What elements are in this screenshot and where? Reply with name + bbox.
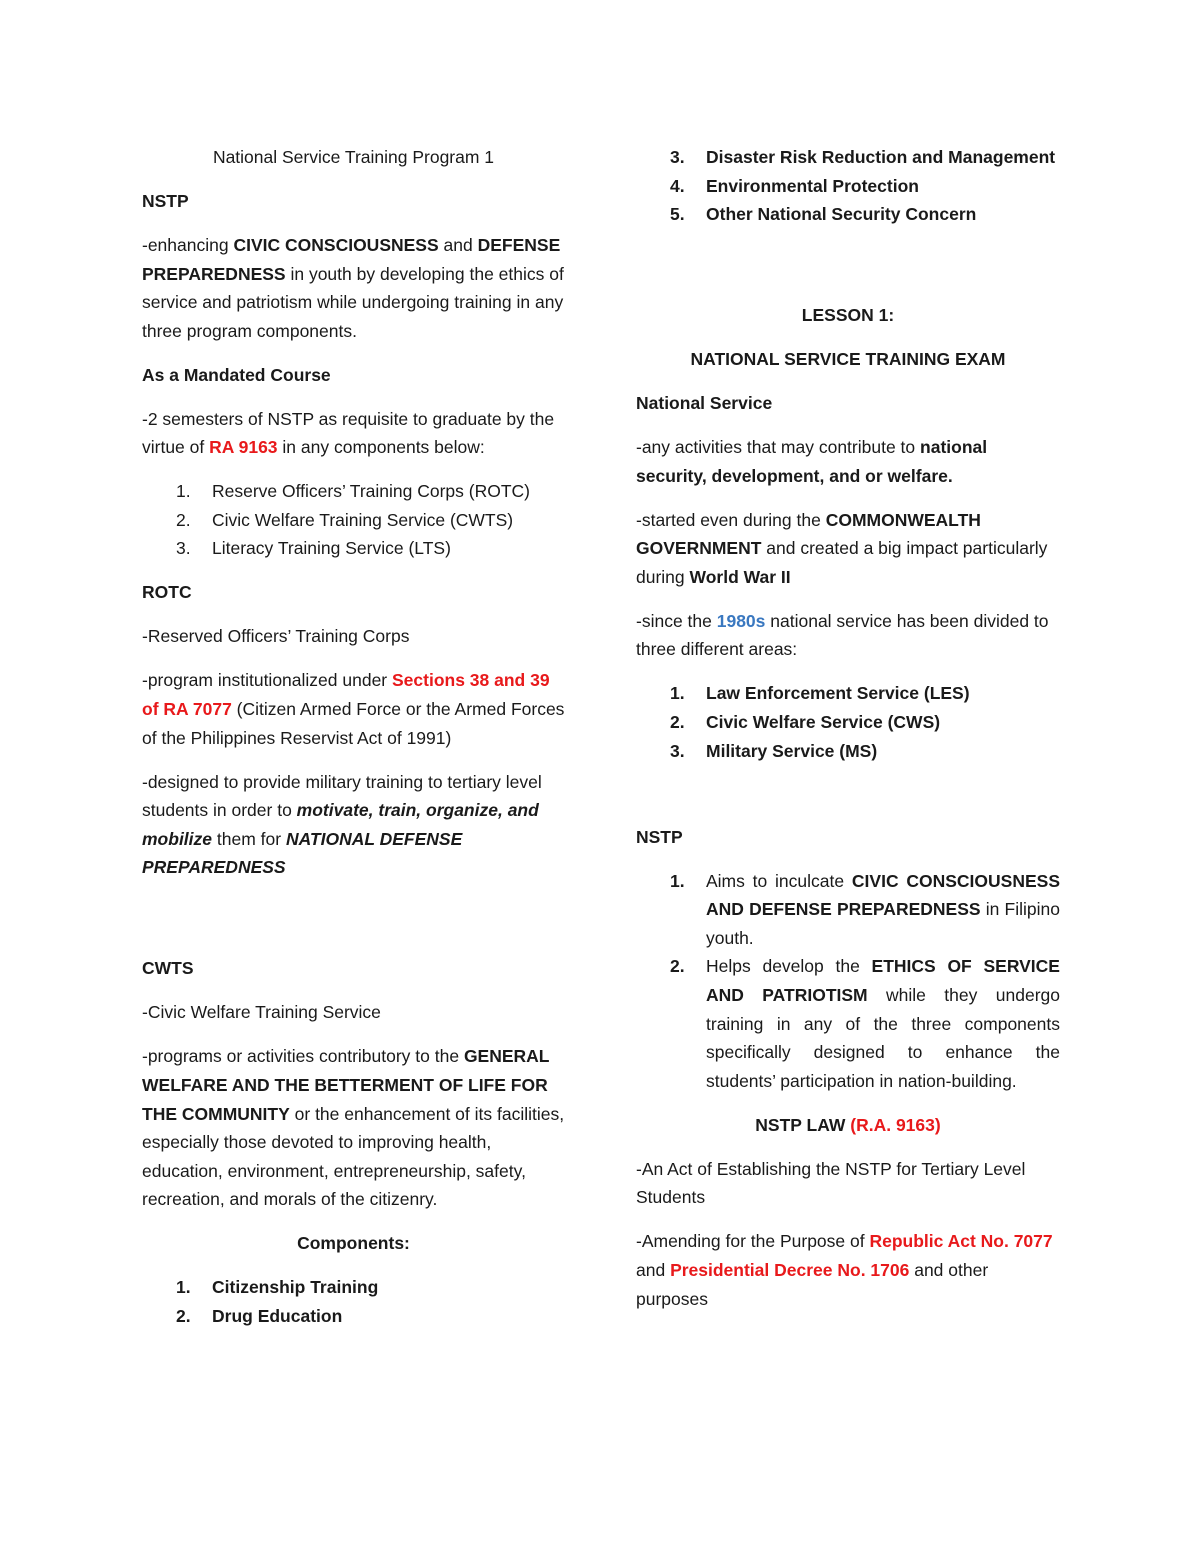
rotc-purpose: -designed to provide military training to tertiary level students in order to motivate, train, organize, and mobilize them for NATIONAL DEFENSE PREPAREDNESS: [142, 771, 542, 878]
lesson-title: NATIONAL SERVICE TRAINING EXAM: [690, 349, 1006, 370]
lesson-label: LESSON 1:: [801, 305, 895, 326]
nstp-aims-heading: NSTP: [636, 826, 683, 847]
nstp-heading: NSTP: [142, 190, 189, 211]
nstp-law-heading: NSTP LAW (R.A. 9163): [755, 1114, 941, 1135]
list-item: 1. Reserve Officers’ Training Corps (ROTC): [176, 481, 530, 502]
list-item: 2. Civic Welfare Training Service (CWTS): [176, 509, 514, 530]
list-item: 5. Other National Security Concern: [670, 204, 977, 225]
cwts-full-name: -Civic Welfare Training Service: [142, 1002, 381, 1023]
national-service-1980s: -since the 1980s national service has been divided to three different areas:: [636, 610, 1049, 660]
rotc-heading: ROTC: [142, 582, 192, 603]
national-service-history: -started even during the COMMONWEALTH GOVERNMENT and created a big impact particularly during World War II: [636, 509, 1048, 587]
nstp-law-amendment: -Amending for the Purpose of Republic Act No. 7077 and Presidential Decree No. 1706 and other purposes: [636, 1231, 1053, 1309]
spacer: [636, 781, 1060, 823]
components-heading: Components:: [297, 1233, 410, 1254]
right-column: [636, 143, 1060, 1328]
list-item: 1. Citizenship Training: [176, 1277, 379, 1298]
rotc-law: -program institutionalized under Sections 38 and 39 of RA 7077 (Citizen Armed Force or the Armed Forces of the Philippines Reservist Act of 1991): [142, 670, 565, 748]
nstp-law-act: -An Act of Establishing the NSTP for Tertiary Level Students: [636, 1158, 1026, 1208]
list-item: 4. Environmental Protection: [670, 175, 919, 196]
list-item: 3. Military Service (MS): [670, 740, 878, 761]
list-item: 2. Civic Welfare Service (CWS): [670, 712, 941, 733]
list-item: 3. Disaster Risk Reduction and Management: [670, 147, 1056, 167]
mandated-course-text: -2 semesters of NSTP as requisite to graduate by the virtue of RA 9163 in any components below:: [142, 408, 555, 458]
service-areas-list: [636, 679, 1060, 765]
left-column: [142, 143, 565, 1346]
list-item: 3. Literacy Training Service (LTS): [176, 538, 451, 559]
cwts-components-list-continued: [636, 143, 1060, 229]
spacer: [636, 244, 1060, 301]
list-item: 1. Aims to inculcate CIVIC CONSCIOUSNESS AND DEFENSE PREPAREDNESS in Filipino youth.: [670, 870, 1060, 948]
mandated-course-heading: As a Mandated Course: [142, 364, 331, 385]
document-title: National Service Training Program 1: [212, 147, 495, 167]
national-service-heading: National Service: [636, 393, 773, 414]
list-item: 2. Drug Education: [176, 1305, 343, 1326]
cwts-components-list: [142, 1273, 565, 1330]
list-item: 1. Law Enforcement Service (LES): [670, 683, 970, 704]
program-components-list: [142, 477, 565, 563]
list-item: 2. Helps develop the ETHICS OF SERVICE AND PATRIOTISM while they undergo training in any of the three components specifically designed to enhance the students’ participation in nation-building.: [670, 956, 1060, 1091]
cwts-definition: -programs or activities contributory to the GENERAL WELFARE AND THE BETTERMENT OF LIFE FOR THE COMMUNITY or the enhancement of its facilities, especially those devoted to improving health, education, environment, entrepreneurship, safety, recreation, and morals of the citizenry.: [142, 1046, 565, 1210]
cwts-heading: CWTS: [142, 958, 194, 979]
national-service-definition: -any activities that may contribute to national security, development, and or welfare.: [636, 437, 988, 486]
nstp-definition: -enhancing CIVIC CONSCIOUSNESS and DEFENSE PREPAREDNESS in youth by developing the ethics of service and patriotism while undergoing training in any three program components.: [142, 234, 564, 341]
spacer: [142, 897, 565, 954]
rotc-full-name: -Reserved Officers’ Training Corps: [142, 626, 410, 647]
nstp-aims-list: [636, 867, 1060, 1096]
